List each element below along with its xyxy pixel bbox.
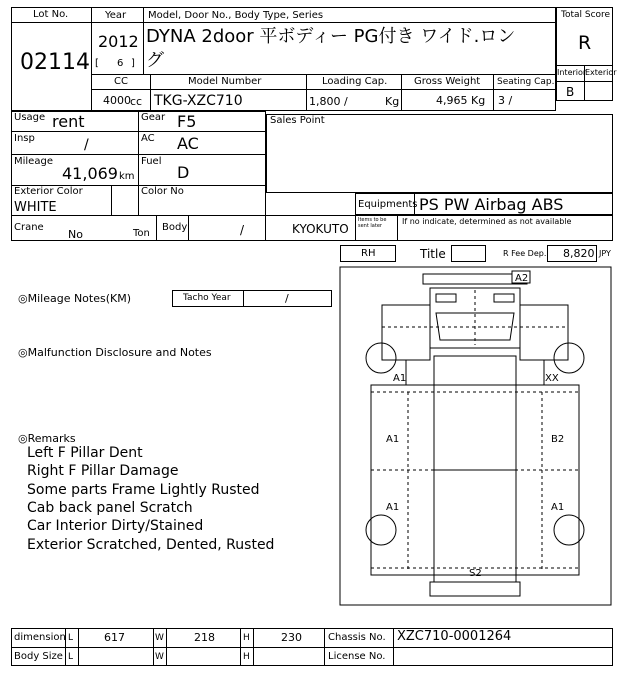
loading-cap-unit: Kg [385, 95, 400, 108]
license-label: License No. [328, 651, 386, 662]
body-label: Body [162, 222, 188, 233]
chassis-number: XZC710-0001264 [397, 629, 512, 644]
body-size-height-label: H [243, 652, 250, 662]
remark-item: Car Interior Dirty/Stained [27, 518, 204, 534]
front-bumper-outline [423, 274, 527, 284]
crane-unit: Ton [133, 228, 150, 239]
gear-value: F5 [177, 112, 197, 131]
mileage-label: Mileage [14, 156, 53, 167]
cc-value: 4000 [103, 94, 131, 107]
width-value: 218 [194, 631, 215, 644]
mileage-value: 41,069 [62, 164, 118, 183]
interior-label: Interior [557, 68, 587, 77]
seating-cap: 3 / [498, 94, 513, 107]
width-label: W [155, 633, 164, 643]
tacho-value: / [285, 292, 289, 305]
loading-cap-label: Loading Cap. [322, 76, 388, 87]
body-size-width-label: W [155, 652, 164, 662]
exterior-color-label: Exterior Color [14, 186, 83, 197]
remark-item: Cab back panel Scratch [27, 500, 193, 516]
fuel-label: Fuel [141, 156, 162, 167]
remark-item: Left F Pillar Dent [27, 445, 143, 461]
year-label: Year [105, 10, 127, 21]
diagram-frame [340, 267, 611, 605]
mileage-notes-heading: ◎Mileage Notes(KM) [18, 292, 132, 305]
damage-mark-rear: S2 [469, 568, 482, 579]
vehicle-title: DYNA 2door 平ボディー PG付き ワイド.ロン [146, 26, 516, 47]
body-slash: / [240, 223, 245, 237]
damage-mark-right-rear: A1 [551, 502, 565, 513]
seating-cap-label: Seating Cap. [497, 77, 555, 87]
mileage-unit: km [119, 171, 135, 182]
damage-mark-left-mid: A1 [386, 434, 400, 445]
year-value: 2012 [98, 32, 139, 51]
rfee-label: R Fee Dep. [503, 249, 547, 258]
gear-label: Gear [141, 112, 166, 123]
lot-label: Lot No. [33, 9, 69, 20]
ac-value: AC [177, 134, 199, 153]
crane-value: No [68, 228, 83, 241]
rfee-unit: JPY [599, 249, 611, 258]
model-number-label: Model Number [188, 76, 262, 87]
damage-mark-right-front: XX [545, 373, 559, 384]
dimension-label: dimension [14, 632, 66, 643]
total-score-label: Total Score [561, 10, 611, 20]
remark-item: Right F Pillar Damage [27, 463, 179, 479]
fuel-value: D [177, 163, 190, 182]
equipments-label: Equipments [358, 199, 418, 210]
equip-note-small: Items to be sent later [358, 217, 387, 229]
height-label: H [243, 633, 250, 643]
gross-weight: 4,965 Kg [436, 94, 486, 107]
gross-weight-label: Gross Weight [414, 76, 481, 87]
length-value: 617 [104, 631, 125, 644]
sales-point-label: Sales Point [270, 115, 325, 126]
remark-item: Some parts Frame Lightly Rusted [27, 482, 260, 498]
cc-unit: cc [130, 95, 143, 108]
interior-score: B [566, 85, 575, 99]
month-value: 6 [117, 58, 124, 69]
remark-item: Exterior Scratched, Dented, Rusted [27, 537, 275, 553]
cargo-deck-outline [371, 385, 579, 575]
crane-label: Crane [14, 222, 44, 233]
model-label: Model, Door No., Body Type, Series [148, 10, 324, 21]
total-score: R [578, 32, 592, 54]
rear-bumper-outline [430, 582, 520, 596]
usage-label: Usage [14, 112, 46, 123]
damage-mark-left-front: A1 [393, 373, 407, 384]
cab-left-side [382, 305, 430, 360]
usage-value: rent [52, 112, 85, 131]
chassis-label: Chassis No. [328, 632, 386, 643]
insp-label: Insp [14, 133, 35, 144]
exterior-color-value: WHITE [14, 200, 57, 215]
rfee-value: 8,820 [563, 247, 595, 260]
wheel [366, 343, 396, 373]
exterior-label: Exterior [585, 68, 617, 77]
equipments-value: PS PW Airbag ABS [419, 195, 564, 214]
malfunction-heading: ◎Malfunction Disclosure and Notes [18, 346, 212, 359]
body-size-length-label: L [68, 652, 74, 662]
insp-value: / [84, 137, 89, 153]
title-label: Title [420, 247, 446, 261]
color-no-label: Color No [141, 186, 184, 197]
steering-value: RH [361, 248, 376, 259]
damage-mark-left-rear: A1 [386, 502, 400, 513]
month-open-bracket: [ [95, 58, 99, 69]
windshield-outline [436, 294, 456, 302]
length-label: L [68, 633, 74, 643]
model-number: TKG-XZC710 [154, 93, 243, 109]
ac-label: AC [141, 133, 155, 144]
remarks-heading: ◎Remarks [18, 432, 76, 445]
chassis-outline [434, 356, 516, 582]
equip-note: If no indicate, determined as not available [402, 217, 572, 226]
month-close-bracket: ] [131, 58, 135, 69]
vehicle-title-continued: グ [146, 50, 164, 71]
damage-mark-right-mid: B2 [551, 434, 565, 445]
loading-cap: 1,800 / [309, 95, 348, 108]
cab-right-side [520, 305, 568, 360]
wheel [554, 343, 584, 373]
body-size-label: Body Size [14, 651, 63, 662]
height-value: 230 [281, 631, 302, 644]
windshield-outline [494, 294, 514, 302]
body-maker: KYOKUTO [292, 222, 349, 236]
damage-mark-front: A2 [515, 273, 529, 284]
lot-number: 02114 [20, 50, 90, 75]
cc-label: CC [114, 76, 128, 87]
tacho-label: Tacho Year [183, 293, 231, 303]
